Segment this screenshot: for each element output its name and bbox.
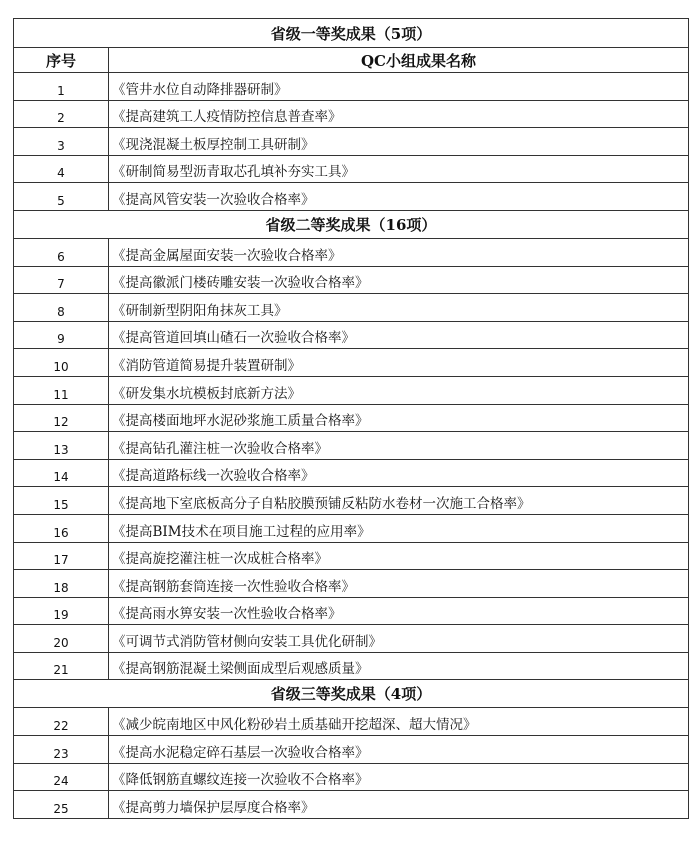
section-title: 省级二等奖成果（16项） [13, 211, 689, 239]
table-row [13, 487, 689, 515]
serial-number: 17 [14, 543, 109, 570]
table-header [13, 48, 689, 73]
achievement-name: 《研发集水坑模板封底新方法》 [112, 385, 301, 402]
serial-number: 18 [14, 570, 109, 597]
table-row [13, 128, 689, 156]
serial-number: 3 [14, 128, 109, 155]
table-row [13, 377, 689, 405]
table-row [13, 598, 689, 626]
achievement-name: 《提高楼面地坪水泥砂浆施工质量合格率》 [112, 413, 369, 430]
serial-number: 24 [14, 764, 109, 791]
table-row [13, 239, 689, 267]
achievement-name: 《提高徽派门楼砖雕安装一次验收合格率》 [112, 275, 369, 292]
achievement-name: 《提高金属屋面安装一次验收合格率》 [112, 247, 342, 264]
serial-number: 15 [14, 487, 109, 514]
section-title: 省级三等奖成果（4项） [13, 680, 689, 708]
awards-table [13, 18, 689, 819]
serial-number: 8 [14, 294, 109, 321]
serial-number: 20 [14, 625, 109, 652]
table-row [13, 267, 689, 295]
achievement-name: 《降低钢筋直螺纹连接一次验收不合格率》 [112, 772, 369, 789]
table-row [13, 791, 689, 819]
table-row [13, 543, 689, 571]
serial-number: 2 [14, 101, 109, 128]
serial-number: 6 [14, 239, 109, 266]
table-row [13, 183, 689, 211]
table-row [13, 708, 689, 736]
achievement-name: 《现浇混凝土板厚控制工具研制》 [112, 136, 315, 153]
table-row [13, 73, 689, 101]
table-row [13, 294, 689, 322]
table-row [13, 101, 689, 129]
achievement-name: 《提高道路标线一次验收合格率》 [112, 468, 315, 485]
table-row [13, 570, 689, 598]
table-row [13, 625, 689, 653]
table-row [13, 736, 689, 764]
achievement-name: 《提高水泥稳定碎石基层一次验收合格率》 [112, 744, 369, 761]
achievement-name: 《提高风管安装一次验收合格率》 [112, 191, 315, 208]
serial-number: 11 [14, 377, 109, 404]
achievement-name: 《减少皖南地区中风化粉砂岩土质基础开挖超深、超大情况》 [112, 717, 477, 734]
table-row [13, 432, 689, 460]
achievement-name: 《提高建筑工人疫情防控信息普查率》 [112, 109, 342, 126]
serial-number: 19 [14, 598, 109, 625]
achievement-name: 《提高雨水箅安装一次性验收合格率》 [112, 606, 342, 623]
table-row [13, 653, 689, 681]
achievement-name: 《提高管道回填山碴石一次验收合格率》 [112, 330, 355, 347]
serial-number: 10 [14, 349, 109, 376]
achievement-name: 《提高钢筋混凝土梁侧面成型后观感质量》 [112, 661, 369, 678]
serial-number: 7 [14, 267, 109, 294]
achievement-name: 《研制简易型沥青取芯孔填补夯实工具》 [112, 164, 355, 181]
table-row [13, 405, 689, 433]
achievement-name: 《管井水位自动降排器研制》 [112, 81, 288, 98]
table-row [13, 349, 689, 377]
header-serial-number: 序号 [14, 48, 109, 72]
header-achievement-name: QC小组成果名称 [360, 51, 476, 70]
serial-number: 13 [14, 432, 109, 459]
achievement-name: 《可调节式消防管材侧向安装工具优化研制》 [112, 633, 382, 650]
achievement-name: 《提高钢筋套筒连接一次性验收合格率》 [112, 578, 355, 595]
achievement-name: 《提高旋挖灌注桩一次成桩合格率》 [112, 551, 328, 568]
serial-number: 1 [14, 73, 109, 100]
serial-number: 12 [14, 405, 109, 432]
table-row [13, 515, 689, 543]
table-row [13, 322, 689, 350]
table-row [13, 764, 689, 792]
achievement-name: 《提高钻孔灌注桩一次验收合格率》 [112, 440, 328, 457]
section-title: 省级一等奖成果（5项） [13, 18, 689, 48]
serial-number: 9 [14, 322, 109, 349]
table-row [13, 460, 689, 488]
serial-number: 22 [14, 708, 109, 735]
serial-number: 5 [14, 183, 109, 210]
achievement-name: 《提高BIM技术在项目施工过程的应用率》 [112, 523, 371, 540]
achievement-name: 《消防管道简易提升装置研制》 [112, 357, 301, 374]
serial-number: 16 [14, 515, 109, 542]
serial-number: 25 [14, 791, 109, 818]
serial-number: 21 [14, 653, 109, 680]
serial-number: 14 [14, 460, 109, 487]
serial-number: 23 [14, 736, 109, 763]
achievement-name: 《研制新型阴阳角抹灰工具》 [112, 302, 288, 319]
serial-number: 4 [14, 156, 109, 183]
achievement-name: 《提高地下室底板高分子自粘胶膜预铺反粘防水卷材一次施工合格率》 [112, 495, 531, 512]
achievement-name: 《提高剪力墙保护层厚度合格率》 [112, 799, 315, 816]
table-row [13, 156, 689, 184]
